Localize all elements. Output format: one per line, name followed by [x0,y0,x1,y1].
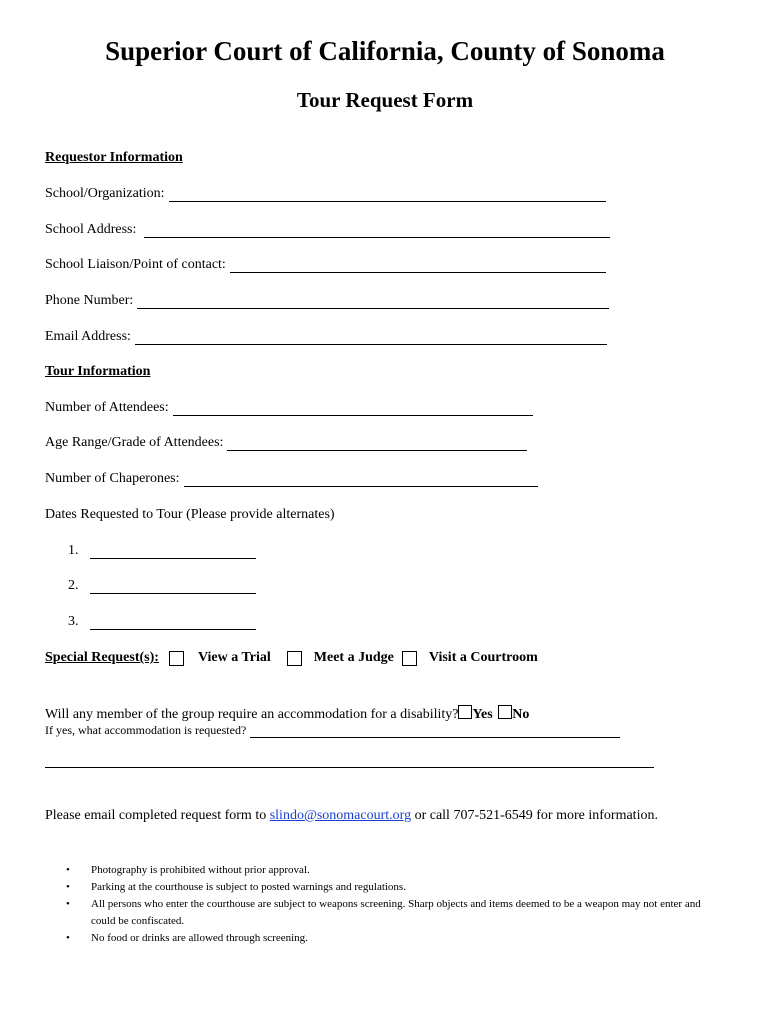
address-field [45,222,610,238]
accommodation-followup-row [45,723,620,738]
special-requests [45,650,538,666]
requestor-heading: Requestor Information [45,150,183,165]
accommodation-detail-input-line-2[interactable] [45,755,654,768]
school-field [45,186,606,202]
address-label: School Address: [45,222,137,237]
attendees-label: Number of Attendees: [45,400,169,415]
accommodation-no-checkbox[interactable] [498,705,512,719]
attendees-input-line[interactable] [173,401,533,416]
contact-email-link[interactable]: slindo@sonomacourt.org [269,808,412,823]
phone-field [45,293,609,309]
special-requests-label: Special Request(s): [45,650,159,665]
email-input-line[interactable] [135,330,607,345]
form-title: Tour Request Form [296,88,474,112]
accommodation-yes-checkbox[interactable] [458,705,472,719]
date-row-2 [68,578,256,594]
visit-courtroom-checkbox[interactable] [402,651,417,666]
tour-heading: Tour Information [45,364,151,379]
accommodation-question: Will any member of the group require an accommodation for a disability? [45,707,459,722]
phone-input-line[interactable] [137,294,609,309]
date-3-input-line[interactable] [90,615,256,630]
date-1-input-line[interactable] [90,544,256,559]
accommodation-question-row [45,705,529,723]
date-row-3 [68,614,256,630]
dates-label-text: Dates Requested to Tour (Please provide alternates) [45,507,335,522]
list-item: • Photography is prohibited without prior approval. [66,862,726,879]
email-field [45,329,607,345]
view-trial-label: View a Trial [197,650,271,665]
accommodation-yes-label: Yes [472,707,493,722]
page-title: Superior Court of California, County of Sonoma [105,36,665,66]
notes-list [66,862,726,947]
date-number: 3. [68,614,79,629]
list-item: • No food or drinks are allowed through screening. [66,930,726,947]
age-input-line[interactable] [227,436,527,451]
accommodation-detail-input-line[interactable] [250,725,620,738]
list-item: • All persons who enter the courthouse are subject to weapons screening. Sharp objects and items deemed to be a weapon may not enter and could be confiscated. [66,896,726,930]
attendees-field [45,400,533,416]
contact-instructions [45,808,658,824]
school-label: School/Organization: [45,186,165,201]
liaison-input-line[interactable] [230,258,606,273]
age-label: Age Range/Grade of Attendees: [45,435,224,450]
address-input-line[interactable] [144,223,610,238]
phone-label: Phone Number: [45,293,134,308]
visit-courtroom-label: Visit a Courtroom [428,650,538,665]
accommodation-no-label: No [512,707,530,722]
contact-suffix: or call 707-521-6549 for more information. [414,808,658,823]
liaison-field [45,257,606,273]
chaperones-field [45,471,538,487]
meet-judge-label: Meet a Judge [313,650,394,665]
accommodation-followup-label: If yes, what accommodation is requested? [45,723,247,737]
contact-prefix: Please email completed request form to [45,808,267,823]
liaison-label: School Liaison/Point of contact: [45,257,226,272]
age-field [45,435,527,451]
dates-label [45,507,335,523]
list-item: • Parking at the courthouse is subject to posted warnings and regulations. [66,879,726,896]
date-row-1 [68,543,256,559]
meet-judge-checkbox[interactable] [287,651,302,666]
chaperones-input-line[interactable] [184,472,538,487]
chaperones-label: Number of Chaperones: [45,471,180,486]
view-trial-checkbox[interactable] [169,651,184,666]
school-input-line[interactable] [169,187,606,202]
email-label: Email Address: [45,329,131,344]
date-2-input-line[interactable] [90,579,256,594]
date-number: 2. [68,578,79,593]
date-number: 1. [68,543,79,558]
